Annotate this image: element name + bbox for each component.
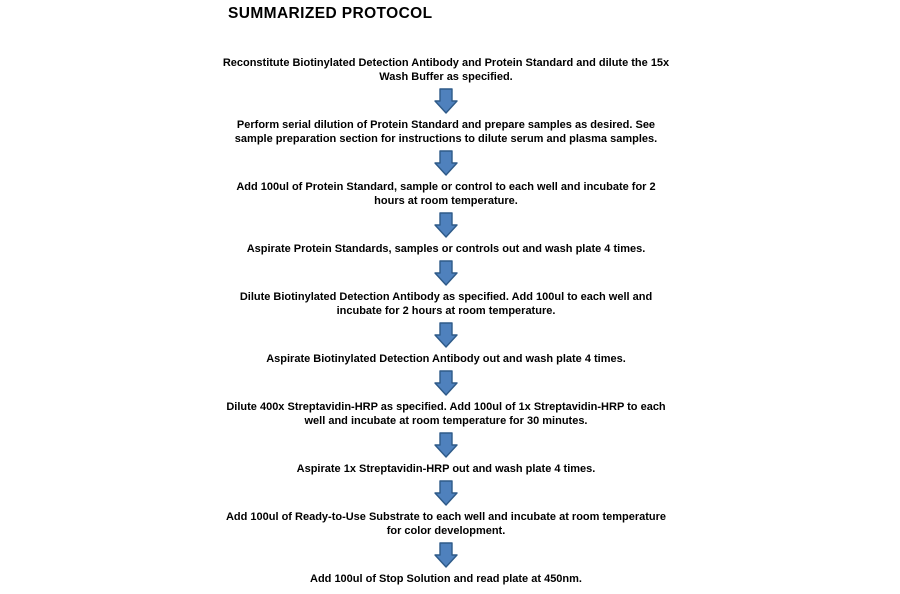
protocol-step [221,180,671,208]
protocol-step-line: incubate for 2 hours at room temperature. [336,305,556,317]
protocol-step [221,290,671,318]
protocol-step [221,352,671,366]
protocol-step [221,242,671,256]
protocol-step [221,118,671,146]
down-arrow-icon [434,542,458,568]
protocol-step-line: Wash Buffer as specified. [379,71,513,83]
protocol-step-line: Aspirate 1x Streptavidin-HRP out and wash plate 4 times. [296,463,596,475]
page-title: SUMMARIZED PROTOCOL [228,5,433,22]
protocol-step-line: Add 100ul of Protein Standard, sample or control to each well and incubate for 2 [236,181,656,193]
down-arrow-icon [434,88,458,114]
down-arrow-icon [434,212,458,238]
down-arrow-icon [434,150,458,176]
protocol-step-line: Aspirate Protein Standards, samples or controls out and wash plate 4 times. [246,243,646,255]
down-arrow-icon [434,260,458,286]
protocol-step-line: Dilute Biotinylated Detection Antibody as specified. Add 100ul to each well and [239,291,653,303]
protocol-step [221,510,671,538]
protocol-step-line: hours at room temperature. [374,195,518,207]
down-arrow-icon [434,370,458,396]
protocol-step-line: Reconstitute Biotinylated Detection Antibody and Protein Standard and dilute the 15x [222,57,670,69]
down-arrow-icon [434,322,458,348]
protocol-step-line: for color development. [386,525,506,537]
protocol-step-line: Add 100ul of Stop Solution and read plate at 450nm. [310,573,582,585]
protocol-page [221,0,671,586]
protocol-step [221,400,671,428]
down-arrow-icon [434,480,458,506]
protocol-step-line: Dilute 400x Streptavidin-HRP as specified. Add 100ul of 1x Streptavidin-HRP to each [226,401,666,413]
protocol-step [221,462,671,476]
protocol-step-line: Perform serial dilution of Protein Standard and prepare samples as desired. See [236,119,656,131]
protocol-flowchart [221,56,671,586]
protocol-step-line: sample preparation section for instructions to dilute serum and plasma samples. [234,133,658,145]
down-arrow-icon [434,432,458,458]
protocol-step [221,572,671,586]
protocol-step-line: Add 100ul of Ready-to-Use Substrate to each well and incubate at room temperature [225,511,667,523]
protocol-step-line: Aspirate Biotinylated Detection Antibody out and wash plate 4 times. [266,353,626,365]
protocol-step-line: well and incubate at room temperature for 30 minutes. [304,415,588,427]
protocol-step [221,56,671,84]
